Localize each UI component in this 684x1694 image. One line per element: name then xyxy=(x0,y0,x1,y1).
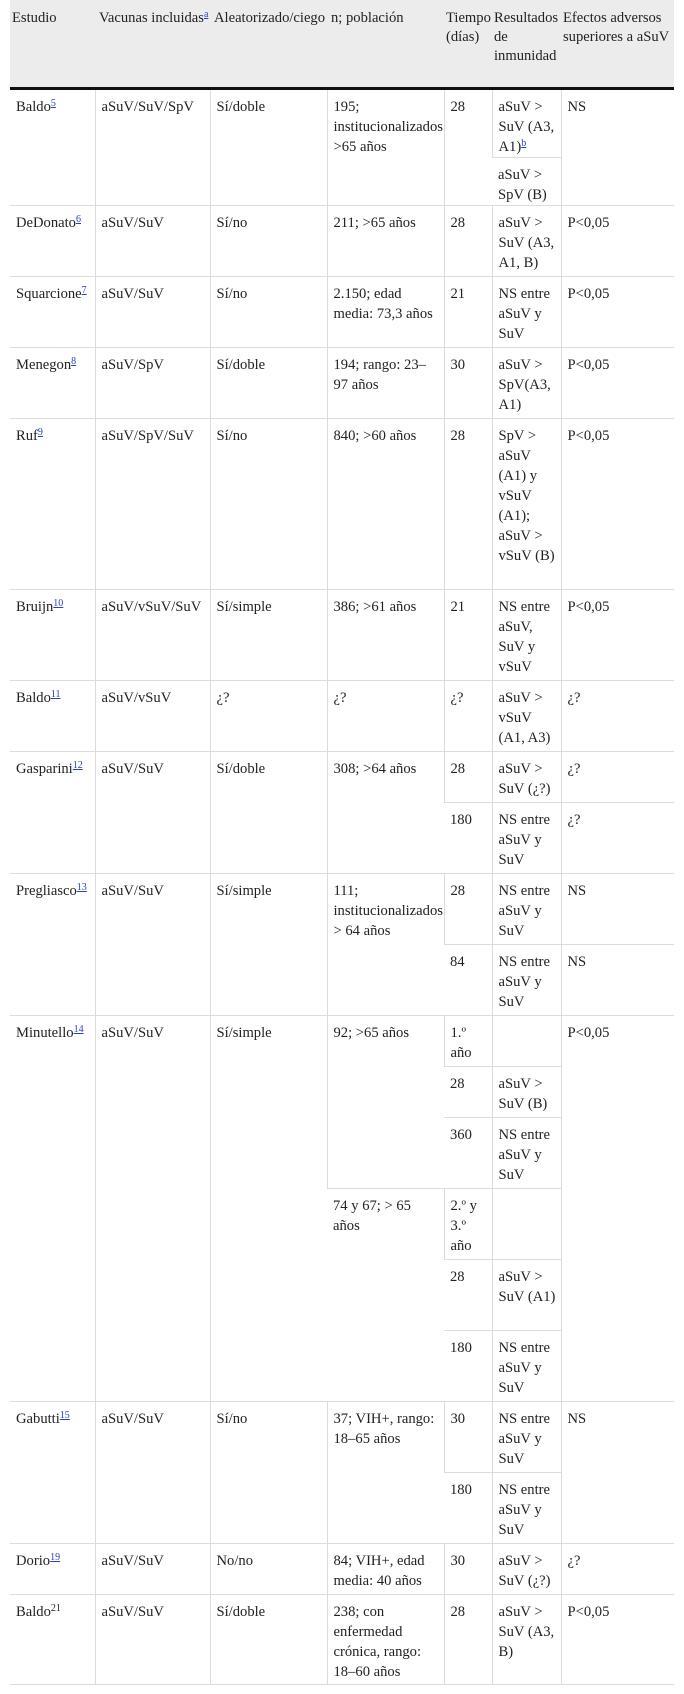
cell-aleatorizado: Sí/simple xyxy=(210,874,327,1016)
reference-link[interactable]: 11 xyxy=(50,689,61,700)
header-estudio: Estudio xyxy=(10,0,95,89)
cell-resultado: NS entre aSuV, SuV y vSuV xyxy=(492,590,561,681)
header-row xyxy=(10,0,674,89)
cell-resultado: aSuV > SuV (¿?) xyxy=(492,1544,561,1595)
cell-resultado: NS entre aSuV y SuV xyxy=(492,1402,561,1473)
cell-estudio: Baldo$^{11}$ xyxy=(10,681,95,752)
cell-vacunas: aSuV/vSuV xyxy=(95,681,210,752)
table-row xyxy=(10,419,674,590)
reference-link[interactable]: 13 xyxy=(76,882,87,893)
cell-aleatorizado: Sí/no xyxy=(210,277,327,348)
cell-n-poblacion: 37; VIH+, rango: 18–65 años xyxy=(327,1402,444,1544)
table-row xyxy=(10,590,674,681)
cell-aleatorizado: Sí/doble xyxy=(210,752,327,874)
cell-estudio: Baldo$^{21}$ xyxy=(10,1595,95,1685)
cell-n-poblacion: 195; institucionalizados >65 años xyxy=(327,89,444,206)
cell-tiempo: 28 xyxy=(444,1595,492,1685)
cell-tiempo: 28 xyxy=(444,752,492,803)
cell-efectos: P<0,05 xyxy=(561,348,674,419)
reference-link[interactable]: 5 xyxy=(50,98,56,109)
cell-tiempo: 28 xyxy=(444,419,492,590)
cell-tiempo: 28 xyxy=(444,89,492,206)
cell-n-poblacion: 92; >65 años xyxy=(327,1016,444,1189)
cell-aleatorizado: Sí/doble xyxy=(210,348,327,419)
cell-resultado: NS entre aSuV y SuV xyxy=(492,945,561,1016)
cell-aleatorizado: Sí/no xyxy=(210,419,327,590)
cell-aleatorizado: Sí/doble xyxy=(210,89,327,206)
cell-vacunas: aSuV/SuV xyxy=(95,874,210,1016)
cell-tiempo: 28 xyxy=(444,1260,492,1331)
cell-estudio: Dorio$^{19}$ xyxy=(10,1544,95,1595)
cell-n-poblacion: 211; >65 años xyxy=(327,206,444,277)
cell-vacunas: aSuV/SpV/SuV xyxy=(95,419,210,590)
reference-link[interactable]: 7 xyxy=(81,285,87,296)
cell-n-poblacion: ¿? xyxy=(327,681,444,752)
cell-resultado: NS entre aSuV y SuV xyxy=(492,1473,561,1544)
cell-resultado: aSuV > SuV (A3, B) xyxy=(492,1595,561,1685)
cell-tiempo: 180 xyxy=(444,803,492,874)
table-row xyxy=(10,1544,674,1595)
table-row xyxy=(10,89,674,158)
reference-number: 21 xyxy=(50,1603,61,1614)
cell-efectos: ¿? xyxy=(561,681,674,752)
reference-link[interactable]: 9 xyxy=(37,427,43,438)
cell-resultado: NS entre aSuV y SuV xyxy=(492,1118,561,1189)
cell-vacunas: aSuV/SuV xyxy=(95,277,210,348)
cell-efectos: ¿? xyxy=(561,1544,674,1595)
reference-link[interactable]: 8 xyxy=(71,356,77,367)
reference-link[interactable]: 6 xyxy=(75,214,81,225)
reference-link[interactable]: 15 xyxy=(59,1410,70,1421)
cell-efectos: P<0,05 xyxy=(561,590,674,681)
table-row xyxy=(10,874,674,945)
cell-tiempo: 30 xyxy=(444,348,492,419)
cell-efectos: NS xyxy=(561,945,674,1016)
header-n-poblacion: n; población xyxy=(327,0,444,89)
cell-efectos: NS xyxy=(561,874,674,945)
cell-efectos: P<0,05 xyxy=(561,206,674,277)
table-row xyxy=(10,1595,674,1685)
cell-estudio: Menegon$^8$ xyxy=(10,348,95,419)
cell-tiempo: 28 xyxy=(444,206,492,277)
page xyxy=(10,0,674,1694)
cell-vacunas: aSuV/SuV xyxy=(95,1402,210,1544)
cell-resultado: aSuV > SuV (¿?) xyxy=(492,752,561,803)
cell-resultado: aSuV > SuV (A1) xyxy=(492,1260,561,1331)
cell-estudio: Gabutti$^{15}$ xyxy=(10,1402,95,1544)
cell-estudio: Bruijn$^{10}$ xyxy=(10,590,95,681)
cell-n-poblacion: 2.150; edad media: 73,3 años xyxy=(327,277,444,348)
cell-vacunas: aSuV/SuV xyxy=(95,1544,210,1595)
cell-tiempo: 21 xyxy=(444,590,492,681)
cell-n-poblacion: 308; >64 años xyxy=(327,752,444,874)
cell-aleatorizado: Sí/doble xyxy=(210,1595,327,1685)
cell-resultado: aSuV > SuV (A3, A1, B) xyxy=(492,206,561,277)
cell-tiempo: 180 xyxy=(444,1473,492,1544)
cell-efectos: ¿? xyxy=(561,752,674,803)
cell-n-poblacion: 194; rango: 23–97 años xyxy=(327,348,444,419)
cell-resultado: aSuV > SuV (A3, A1)$^b$ xyxy=(492,89,561,158)
cell-resultado: aSuV > vSuV (A1, A3) xyxy=(492,681,561,752)
cell-resultado: NS entre aSuV y SuV xyxy=(492,803,561,874)
header-resultados: Resultados de inmunidad xyxy=(492,0,561,89)
header-vacunas: Vacunas incluidas$^a$ xyxy=(95,0,210,89)
cell-resultado: NS entre aSuV y SuV xyxy=(492,1331,561,1402)
cell-tiempo: ¿? xyxy=(444,681,492,752)
header-tiempo: Tiempo (días) xyxy=(444,0,492,89)
cell-aleatorizado: Sí/no xyxy=(210,1402,327,1544)
cell-tiempo: 21 xyxy=(444,277,492,348)
cell-vacunas: aSuV/SuV xyxy=(95,1595,210,1685)
cell-estudio: Squarcione$^7$ xyxy=(10,277,95,348)
cell-efectos: P<0,05 xyxy=(561,1595,674,1685)
cell-estudio: Ruf$^9$ xyxy=(10,419,95,590)
cell-vacunas: aSuV/SuV xyxy=(95,206,210,277)
cell-tiempo: 28 xyxy=(444,1067,492,1118)
cell-efectos: P<0,05 xyxy=(561,419,674,590)
reference-link[interactable]: 19 xyxy=(50,1552,61,1563)
cell-vacunas: aSuV/SuV xyxy=(95,1016,210,1402)
cell-resultado: SpV > aSuV (A1) y vSuV (A1); aSuV > vSuV (B) xyxy=(492,419,561,590)
reference-link[interactable]: 10 xyxy=(53,598,64,609)
cell-tiempo: 84 xyxy=(444,945,492,1016)
table-row xyxy=(10,752,674,803)
cell-aleatorizado: ¿? xyxy=(210,681,327,752)
table-row xyxy=(10,1402,674,1473)
cell-tiempo: 28 xyxy=(444,874,492,945)
cell-tiempo: 30 xyxy=(444,1544,492,1595)
cell-efectos: P<0,05 xyxy=(561,277,674,348)
table-row xyxy=(10,348,674,419)
cell-aleatorizado: Sí/simple xyxy=(210,1016,327,1402)
cell-n-poblacion: 386; >61 años xyxy=(327,590,444,681)
cell-n-poblacion: 111; institucionalizados > 64 años xyxy=(327,874,444,1016)
cell-resultado: NS entre aSuV y SuV xyxy=(492,277,561,348)
cell-aleatorizado: Sí/simple xyxy=(210,590,327,681)
cell-resultado: aSuV > SuV (B) xyxy=(492,1067,561,1118)
cell-tiempo: 30 xyxy=(444,1402,492,1473)
cell-efectos: NS xyxy=(561,89,674,206)
cell-estudio: Pregliasco$^{13}$ xyxy=(10,874,95,1016)
reference-link[interactable]: 12 xyxy=(72,760,83,771)
cell-efectos: NS xyxy=(561,1402,674,1544)
cell-efectos: ¿? xyxy=(561,803,674,874)
cell-n-poblacion: 84; VIH+, edad media: 40 años xyxy=(327,1544,444,1595)
cell-vacunas: aSuV/SpV xyxy=(95,348,210,419)
table-row xyxy=(10,681,674,752)
reference-link[interactable]: 14 xyxy=(73,1024,84,1035)
cell-n-poblacion: 840; >60 años xyxy=(327,419,444,590)
footnote-b-link[interactable]: b xyxy=(521,138,527,149)
cell-resultado xyxy=(492,1189,561,1260)
cell-tiempo: 180 xyxy=(444,1331,492,1402)
table-row xyxy=(10,277,674,348)
header-efectos: Efectos adversos superiores a aSuV xyxy=(561,0,674,89)
cell-vacunas: aSuV/SuV/SpV xyxy=(95,89,210,206)
cell-resultado: aSuV > SpV(A3, A1) xyxy=(492,348,561,419)
cell-estudio: Baldo$^5$ xyxy=(10,89,95,206)
table-row xyxy=(10,1016,674,1067)
cell-resultado: NS entre aSuV y SuV xyxy=(492,874,561,945)
cell-efectos: P<0,05 xyxy=(561,1016,674,1402)
cell-n-poblacion: 74 y 67; > 65 años xyxy=(327,1189,444,1402)
header-aleatorizado: Aleatorizado/ciego xyxy=(210,0,327,89)
table-row xyxy=(10,206,674,277)
cell-estudio: DeDonato$^6$ xyxy=(10,206,95,277)
cell-n-poblacion: 238; con enfermedad crónica, rango: 18–60 años xyxy=(327,1595,444,1685)
cell-estudio: Minutello$^{14}$ xyxy=(10,1016,95,1402)
cell-estudio: Gasparini$^{12}$ xyxy=(10,752,95,874)
cell-aleatorizado: Sí/no xyxy=(210,206,327,277)
cell-tiempo: 2.º y 3.º año xyxy=(444,1189,492,1260)
footnote-a-link[interactable]: a xyxy=(203,9,209,20)
studies-table xyxy=(10,0,674,1685)
cell-resultado: aSuV > SpV (B) xyxy=(492,158,561,206)
cell-vacunas: aSuV/vSuV/SuV xyxy=(95,590,210,681)
cell-tiempo: 1.º año xyxy=(444,1016,492,1067)
cell-resultado xyxy=(492,1016,561,1067)
cell-aleatorizado: No/no xyxy=(210,1544,327,1595)
cell-vacunas: aSuV/SuV xyxy=(95,752,210,874)
cell-tiempo: 360 xyxy=(444,1118,492,1189)
